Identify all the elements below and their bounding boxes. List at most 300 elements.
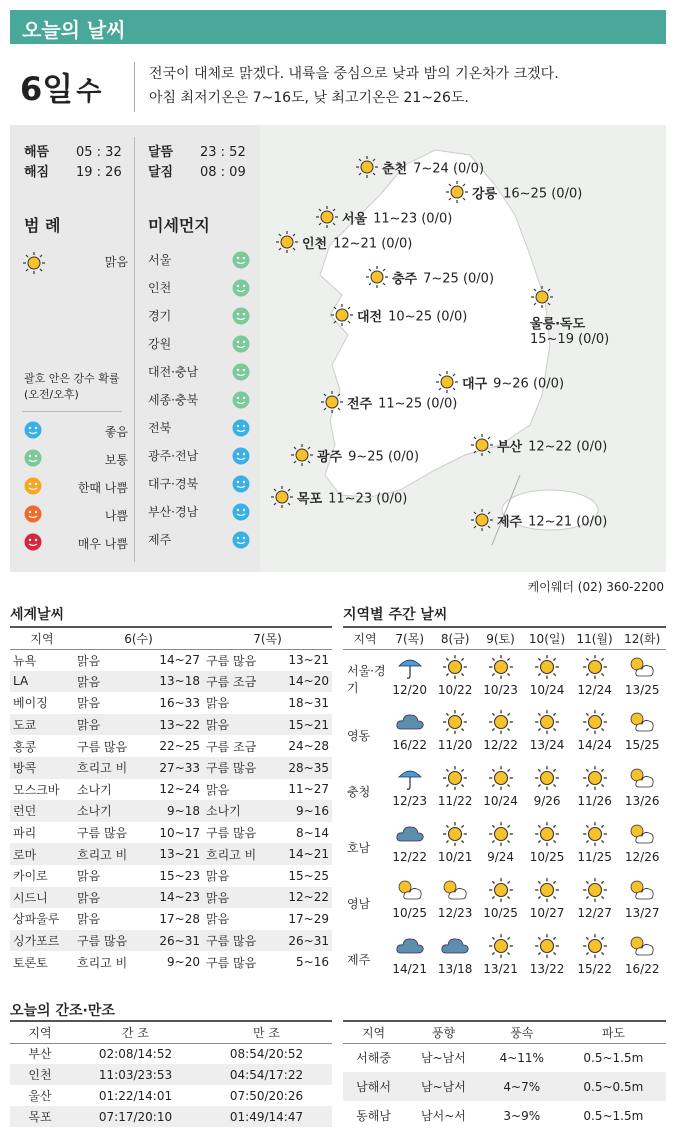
weekly-col-header: 11(월) (571, 627, 619, 649)
table-cell: 13~18 (145, 671, 203, 693)
table-cell: 4~11% (499, 1050, 544, 1065)
table-cell: 동해남 (356, 1109, 391, 1123)
map-city-name: 광주 (317, 449, 343, 465)
world-col-day2: 7(목) (203, 627, 332, 649)
table-cell: 도쿄 (10, 714, 74, 736)
map-city (290, 443, 419, 471)
dust-region-label: 경기 (148, 309, 172, 323)
date-display (20, 64, 101, 110)
dust-row (148, 503, 252, 523)
table-cell: 시드니 (10, 887, 74, 909)
credit-line: 케이웨더 (02) 360-2200 (527, 580, 664, 594)
sunset-label: 해짐 (24, 165, 50, 180)
weekly-weather-table (343, 626, 666, 985)
weekly-temp: 14/21 (392, 962, 427, 976)
date-weekday: 수 (76, 77, 102, 107)
table-row (10, 779, 332, 801)
table-cell: 08:54/20:52 (229, 1046, 304, 1061)
weekly-temp: 14/24 (577, 738, 612, 752)
face-icon (232, 447, 250, 465)
map-city-name: 전주 (347, 396, 373, 412)
map-city-temp: 11~23 (0/0) (328, 491, 408, 507)
dust-region-label: 광주·전남 (148, 449, 199, 463)
rain-icon (387, 765, 432, 794)
weekly-temp: 13/24 (529, 738, 565, 752)
table-cell: 파리 (13, 826, 37, 841)
sun-icon (571, 654, 619, 683)
face-icon (232, 363, 250, 381)
dust-row (148, 251, 252, 271)
legend-level-label: 한때 나쁨 (77, 481, 128, 495)
sun-icon (478, 654, 523, 683)
weekly-region: 영동 (347, 728, 371, 743)
table-cell: 13~21 (145, 843, 203, 865)
weekly-temp: 10/24 (529, 682, 565, 697)
dust-row (148, 475, 252, 495)
legend-level-label: 보통 (104, 453, 128, 467)
weekly-temp: 11/26 (577, 794, 612, 808)
weekly-temp: 15/25 (624, 738, 660, 752)
table-cell: 소나기 (77, 782, 112, 797)
table-row (10, 757, 332, 779)
map-city-name: 목포 (297, 491, 323, 507)
partly-icon (432, 877, 477, 906)
dust-row (148, 419, 252, 439)
map-city-temp: 12~21 (0/0) (333, 236, 413, 252)
info-panel (10, 125, 260, 572)
dust-region-label: 전북 (148, 421, 172, 435)
sea-table (343, 1020, 666, 1130)
table-cell (387, 873, 432, 929)
table-cell: 14~21 (274, 843, 333, 865)
weekly-temp: 12/23 (437, 906, 473, 920)
table-cell: 13~22 (145, 714, 203, 736)
map-city-temp: 9~26 (0/0) (493, 376, 565, 392)
weekly-temp: 10/24 (483, 794, 518, 808)
face-icon (232, 391, 250, 409)
dust-region-label: 인천 (148, 281, 172, 295)
table-cell: 구름 많음 (203, 930, 274, 952)
date-day: 6일 (20, 70, 74, 108)
table-cell: 맑음 (203, 714, 274, 736)
table-cell: 맑음 (203, 887, 274, 909)
weekly-temp: 9/26 (533, 794, 561, 808)
sun-icon (523, 765, 571, 794)
tide-col-low: 간 조 (70, 1021, 201, 1043)
korea-map (260, 125, 666, 572)
map-city (330, 303, 467, 331)
face-icon (232, 503, 250, 521)
table-cell (387, 929, 432, 985)
map-city (315, 205, 452, 233)
face-icon (24, 477, 42, 495)
sun-icon (470, 433, 494, 461)
table-cell: 9~20 (167, 955, 200, 970)
sun-icon (571, 877, 619, 906)
sun-icon (365, 265, 389, 293)
table-cell: 11:03/23:53 (70, 1064, 201, 1085)
table-cell: 모스크바 (13, 782, 60, 797)
table-row (10, 1043, 332, 1064)
legend-level-label: 좋음 (104, 425, 128, 439)
sun-icon (571, 933, 619, 962)
table-cell (523, 817, 571, 873)
weather-summary (134, 62, 664, 112)
table-cell (571, 761, 619, 817)
map-city-name: 부산 (497, 439, 523, 455)
table-cell: 07:17/20:10 (70, 1106, 201, 1127)
weekly-col-header: 지역 (343, 627, 387, 649)
table-cell: 12~24 (159, 782, 200, 797)
face-icon (232, 335, 250, 353)
table-cell: 맑음 (77, 653, 101, 668)
map-city (270, 485, 407, 513)
table-cell: 17~29 (288, 911, 329, 926)
tide-col-high: 만 조 (201, 1021, 332, 1043)
weekly-region: 영남 (347, 896, 371, 911)
face-icon (232, 419, 250, 437)
sun-icon (571, 709, 619, 738)
sunrise-label: 해뜸 (24, 145, 50, 160)
table-cell: 흐리고 비 (74, 757, 145, 779)
map-city-name: 서울 (342, 211, 368, 227)
partly-icon (618, 933, 666, 962)
weekly-temp: 16/22 (624, 962, 660, 976)
table-cell: 01:22/14:01 (98, 1088, 173, 1103)
weekly-temp: 13/18 (437, 962, 473, 976)
sun-icon (523, 654, 571, 683)
weekly-col-header: 10(일) (523, 627, 571, 649)
table-cell: 15~21 (274, 714, 333, 736)
table-cell (432, 873, 477, 929)
map-city (470, 508, 607, 536)
map-city-temp: 10~25 (0/0) (388, 309, 468, 325)
table-cell: 맑음 (74, 671, 145, 693)
weekly-header-row (343, 627, 666, 649)
table-cell: 홍콩 (13, 739, 37, 754)
dust-row (148, 391, 252, 411)
table-cell: 28~35 (274, 757, 333, 779)
dust-region-label: 서울 (148, 253, 172, 267)
sun-icon (530, 285, 554, 313)
weekly-temp: 13/26 (624, 794, 660, 808)
weekly-temp: 12/26 (624, 850, 660, 864)
table-cell: 15~25 (288, 868, 329, 883)
table-cell: 3~9% (503, 1108, 541, 1123)
table-cell: 0.5~1.5m (583, 1108, 644, 1123)
legend-clear-label: 맑음 (104, 255, 128, 269)
table-cell: 맑음 (77, 869, 101, 884)
table-cell (618, 705, 666, 761)
legend-level-1 (22, 449, 132, 469)
partly-icon (618, 821, 666, 850)
table-cell (523, 649, 571, 705)
map-city-name: 대전 (357, 309, 383, 325)
table-row (10, 714, 332, 736)
sea-header-row (343, 1021, 666, 1043)
map-city-temp: 15~19 (0/0) (530, 332, 610, 347)
table-cell: 소나기 (74, 800, 145, 822)
table-cell: 로마 (10, 843, 74, 865)
table-cell: 상파울루 (13, 912, 60, 927)
tide-title: 오늘의 간조·만조 (10, 1003, 115, 1019)
cloud-icon (387, 709, 432, 738)
table-cell: 9~18 (145, 800, 203, 822)
table-cell: 흐리고 비 (74, 843, 145, 865)
moonrise-time: 23 : 52 (200, 145, 246, 160)
weekly-temp: 13/21 (483, 962, 518, 976)
table-cell: 맑음 (205, 912, 230, 927)
table-cell: 10~17 (159, 825, 200, 840)
table-cell (478, 761, 523, 817)
sunset-time: 19 : 26 (76, 165, 122, 180)
table-row (10, 865, 332, 887)
table-cell (387, 705, 432, 761)
table-row (10, 887, 332, 909)
sun-icon (330, 303, 354, 331)
table-cell: 맑음 (74, 714, 145, 736)
map-city (275, 230, 412, 258)
table-row (343, 1072, 666, 1101)
table-cell: 맑음 (77, 912, 101, 927)
map-city-name: 춘천 (382, 161, 408, 177)
table-cell: 베이징 (13, 696, 48, 711)
table-cell: 구름 많음 (205, 955, 257, 970)
table-cell: 싱가포르 (10, 930, 74, 952)
weekly-temp: 9/24 (487, 850, 515, 864)
table-row (343, 705, 666, 761)
map-city-name: 대구 (462, 376, 488, 392)
world-col-day1: 6(수) (74, 627, 203, 649)
page-header: 오늘의 날씨 (10, 10, 666, 44)
sun-icon (478, 821, 523, 850)
summary-line1: 전국이 대체로 맑겠다. 내륙을 중심으로 낮과 밤의 기온차가 크겠다. (149, 66, 559, 82)
table-cell: 인천 (10, 1064, 70, 1085)
map-city-temp: 7~24 (0/0) (413, 161, 485, 177)
moonset-label: 달짐 (148, 165, 174, 180)
table-cell: 24~28 (288, 739, 329, 754)
table-cell (571, 929, 619, 985)
map-city (445, 180, 582, 208)
table-row (10, 951, 332, 973)
sun-icon (432, 709, 477, 738)
table-cell: 카이로 (13, 869, 48, 884)
weekly-temp: 16/22 (392, 738, 427, 752)
partly-icon (618, 654, 666, 683)
sun-moon-times (24, 143, 254, 183)
table-cell (618, 649, 666, 705)
weekly-temp: 10/22 (437, 682, 473, 697)
table-row (10, 930, 332, 952)
table-cell: 구름 많음 (203, 757, 274, 779)
sun-icon (478, 933, 523, 962)
table-cell: 구름 많음 (77, 739, 128, 754)
table-cell: 뉴욕 (13, 653, 37, 668)
partly-icon (618, 765, 666, 794)
sun-icon (315, 205, 339, 233)
table-cell (618, 929, 666, 985)
table-cell: 07:50/20:26 (229, 1088, 304, 1103)
table-cell: 흐리고 비 (203, 843, 274, 865)
table-cell: 남~남서 (404, 1072, 483, 1101)
legend-level-3 (22, 505, 132, 525)
table-cell (618, 817, 666, 873)
moonset-time: 08 : 09 (200, 165, 246, 180)
face-icon (232, 251, 250, 269)
table-cell (618, 873, 666, 929)
table-row (343, 761, 666, 817)
table-cell: 남해서 (343, 1072, 404, 1101)
table-cell (387, 761, 432, 817)
table-cell (618, 761, 666, 817)
face-icon (24, 505, 42, 523)
weekly-temp: 12/27 (577, 906, 612, 920)
table-cell: 런던 (10, 800, 74, 822)
map-city (470, 433, 607, 461)
dust-row (148, 279, 252, 299)
weekly-col-header: 7(목) (387, 627, 432, 649)
table-row (10, 735, 332, 757)
table-cell: 울산 (28, 1089, 52, 1103)
weekly-temp: 10/21 (437, 850, 473, 864)
table-cell (478, 705, 523, 761)
face-icon (232, 531, 250, 549)
table-cell: 토론토 (13, 955, 48, 970)
legend-level-label: 나쁨 (104, 509, 128, 523)
weekly-temp: 12/24 (577, 682, 612, 697)
sun-icon (478, 709, 523, 738)
partly-icon (618, 877, 666, 906)
weekly-temp: 13/22 (529, 962, 565, 976)
weekly-col-header: 9(토) (478, 627, 523, 649)
legend-title: 범 례 (24, 216, 61, 235)
table-cell (523, 929, 571, 985)
table-cell: 02:08/14:52 (98, 1046, 173, 1061)
table-cell: 구름 많음 (205, 653, 257, 668)
map-city (365, 265, 494, 293)
table-cell (478, 817, 523, 873)
sun-icon (523, 933, 571, 962)
dust-region-label: 강원 (148, 337, 172, 351)
table-row (10, 800, 332, 822)
table-row (10, 649, 332, 671)
table-cell (571, 705, 619, 761)
table-cell: 남~남서 (421, 1051, 466, 1066)
dust-row (148, 447, 252, 467)
table-row (343, 649, 666, 705)
dust-title: 미세먼지 (148, 216, 210, 235)
panel-divider (134, 137, 135, 562)
map-city-name: 강릉 (472, 186, 498, 202)
legend-level-0 (22, 421, 132, 441)
sun-icon (523, 709, 571, 738)
table-cell (571, 649, 619, 705)
table-cell: 14~20 (274, 671, 333, 693)
face-icon (24, 449, 42, 467)
sun-icon (320, 390, 344, 418)
dust-row (148, 307, 252, 327)
map-city-temp: 9~25 (0/0) (348, 449, 420, 465)
tide-col-region: 지역 (10, 1021, 70, 1043)
face-icon (24, 421, 42, 439)
sea-col-wind-dir: 풍향 (404, 1021, 483, 1043)
table-cell: 15~23 (159, 868, 200, 883)
sun-icon (290, 443, 314, 471)
table-cell: 0.5~1.5m (583, 1050, 644, 1065)
table-row (343, 817, 666, 873)
sun-icon (270, 485, 294, 513)
table-cell: 01:49/14:47 (201, 1106, 332, 1127)
table-cell (432, 929, 477, 985)
map-city-name: 인천 (302, 236, 328, 252)
sun-icon (478, 765, 523, 794)
table-row (10, 843, 332, 865)
weekly-temp: 10/25 (392, 906, 427, 920)
weekly-temp: 10/23 (483, 682, 518, 697)
table-cell: 맑음 (77, 696, 101, 711)
face-icon (232, 475, 250, 493)
weekly-temp: 13/25 (624, 682, 660, 697)
sun-icon (571, 821, 619, 850)
table-cell: 서해중 (356, 1051, 391, 1066)
sun-icon (445, 180, 469, 208)
weekly-temp: 10/25 (529, 850, 565, 864)
table-cell (387, 817, 432, 873)
legend-level-label: 매우 나쁨 (77, 537, 128, 551)
sea-col-region: 지역 (343, 1021, 404, 1043)
world-title: 세계날씨 (10, 607, 65, 623)
map-city-temp: 11~25 (0/0) (378, 396, 458, 412)
table-cell (387, 649, 432, 705)
table-cell: 맑음 (205, 869, 230, 884)
table-cell (478, 929, 523, 985)
cloud-icon (387, 821, 432, 850)
table-cell: 5~16 (296, 955, 329, 970)
sun-icon (22, 251, 46, 275)
table-cell: 맑음 (74, 887, 145, 909)
tide-table (10, 1020, 332, 1127)
sun-icon (470, 508, 494, 536)
sun-icon (478, 877, 523, 906)
partly-icon (618, 709, 666, 738)
weekly-temp: 12/20 (392, 682, 427, 697)
table-cell: 방콕 (10, 757, 74, 779)
table-cell (432, 705, 477, 761)
face-icon (232, 279, 250, 297)
table-cell (432, 817, 477, 873)
table-cell (571, 817, 619, 873)
map-city (320, 390, 457, 418)
weekly-temp: 11/22 (437, 794, 473, 808)
table-row (10, 1106, 332, 1127)
weekly-temp: 10/25 (483, 906, 518, 920)
legend-level-2 (22, 477, 132, 497)
table-row (343, 873, 666, 929)
weekly-temp: 12/23 (392, 794, 427, 808)
table-row (343, 1101, 666, 1130)
dust-region-label: 대구·경북 (148, 477, 199, 491)
table-cell: 소나기 (203, 800, 274, 822)
weekly-temp: 12/22 (392, 850, 427, 864)
table-row (10, 1064, 332, 1085)
table-cell: 목포 (10, 1106, 70, 1127)
table-cell: 4~7% (483, 1072, 561, 1101)
weekly-temp: 11/20 (437, 738, 473, 752)
table-row (10, 1085, 332, 1106)
map-city-temp: 7~25 (0/0) (423, 271, 495, 287)
table-row (10, 692, 332, 714)
table-row (343, 1043, 666, 1072)
